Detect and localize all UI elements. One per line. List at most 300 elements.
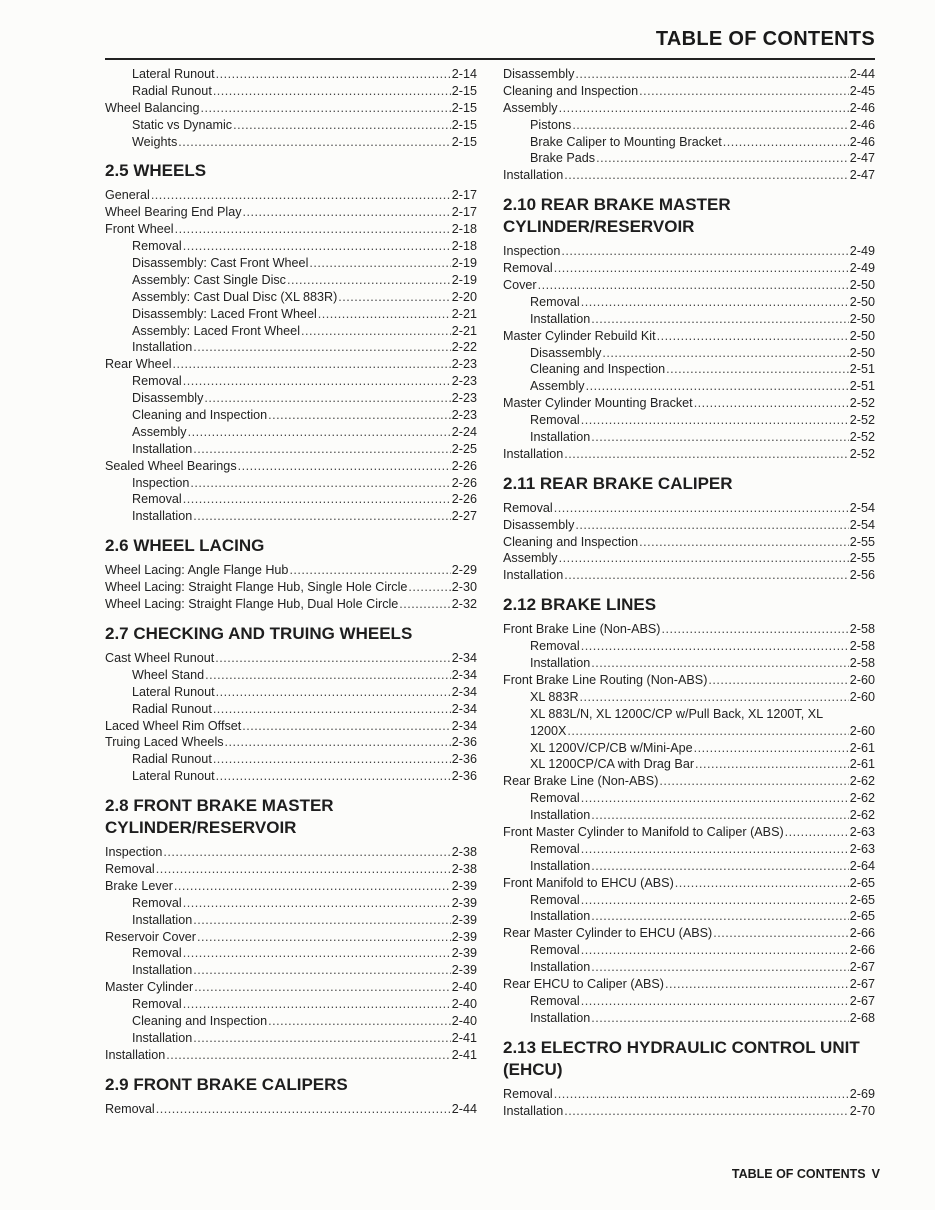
toc-page-number: 2-17 bbox=[451, 205, 477, 220]
toc-entry-title: Wheel Balancing bbox=[105, 100, 200, 115]
toc-entry-title: Removal bbox=[503, 261, 553, 276]
toc-entry[interactable] bbox=[503, 925, 875, 942]
toc-dot-leader bbox=[559, 550, 849, 567]
toc-page-number: 2-52 bbox=[849, 396, 875, 411]
toc-entry-title: Installation bbox=[132, 340, 193, 355]
toc-page-number: 2-19 bbox=[451, 256, 477, 271]
toc-entry-title: Lateral Runout bbox=[132, 684, 215, 699]
toc-entry-title: Removal bbox=[503, 500, 553, 515]
toc-dot-leader bbox=[591, 311, 849, 328]
toc-page-number: 2-21 bbox=[451, 306, 477, 321]
toc-dot-leader bbox=[572, 117, 848, 134]
page-footer bbox=[732, 1167, 880, 1181]
toc-entry[interactable] bbox=[105, 441, 477, 458]
toc-entry-title: Assembly bbox=[132, 424, 187, 439]
toc-entry[interactable] bbox=[105, 718, 477, 735]
toc-dot-leader bbox=[561, 243, 848, 260]
toc-entry[interactable] bbox=[503, 66, 875, 83]
toc-dot-leader bbox=[287, 272, 451, 289]
toc-dot-leader bbox=[194, 979, 451, 996]
toc-entry-title: Removal bbox=[530, 639, 580, 654]
toc-entry-title: Assembly: Laced Front Wheel bbox=[132, 323, 300, 338]
toc-entry[interactable] bbox=[105, 844, 477, 861]
toc-entry[interactable] bbox=[503, 243, 875, 260]
toc-page-number: 2-62 bbox=[849, 774, 875, 789]
toc-entry[interactable] bbox=[105, 861, 477, 878]
toc-dot-leader bbox=[151, 187, 451, 204]
toc-entry[interactable] bbox=[105, 701, 477, 718]
toc-page-number: 2-64 bbox=[849, 858, 875, 873]
toc-entry[interactable] bbox=[105, 373, 477, 390]
toc-entry[interactable] bbox=[105, 134, 477, 151]
toc-page-number: 2-18 bbox=[451, 239, 477, 254]
toc-page-number: 2-15 bbox=[451, 117, 477, 132]
toc-dot-leader bbox=[602, 345, 848, 362]
section-heading: 2.10 REAR BRAKE MASTER CYLINDER/RESERVOIR bbox=[503, 195, 731, 237]
toc-dot-leader bbox=[675, 875, 849, 892]
toc-page-number: 2-51 bbox=[849, 362, 875, 377]
toc-entry[interactable] bbox=[105, 1047, 477, 1064]
toc-page-number: 2-39 bbox=[451, 878, 477, 893]
toc-entry-title: Rear Wheel bbox=[105, 357, 172, 372]
toc-entry-title: Removal bbox=[132, 997, 182, 1012]
toc-entry[interactable] bbox=[105, 83, 477, 100]
toc-entry-title: Wheel Lacing: Angle Flange Hub bbox=[105, 563, 289, 578]
toc-page-number: 2-49 bbox=[849, 261, 875, 276]
toc-entry[interactable] bbox=[105, 204, 477, 221]
toc-left-column bbox=[105, 66, 477, 1118]
toc-entry-title: Disassembly: Laced Front Wheel bbox=[132, 306, 317, 321]
toc-entry-title: Cleaning and Inspection bbox=[132, 408, 268, 423]
toc-dot-leader bbox=[301, 323, 451, 340]
toc-entry[interactable] bbox=[105, 255, 477, 272]
toc-entry[interactable] bbox=[105, 562, 477, 579]
toc-page-number: 2-50 bbox=[849, 294, 875, 309]
toc-dot-leader bbox=[205, 667, 451, 684]
toc-entry[interactable] bbox=[503, 534, 875, 551]
toc-entry[interactable] bbox=[105, 221, 477, 238]
toc-dot-leader bbox=[190, 475, 450, 492]
toc-entry[interactable] bbox=[105, 945, 477, 962]
toc-page-number: 2-70 bbox=[849, 1103, 875, 1118]
toc-page-number: 2-38 bbox=[451, 861, 477, 876]
toc-dot-leader bbox=[695, 756, 849, 773]
toc-dot-leader bbox=[581, 892, 849, 909]
toc-dot-leader bbox=[581, 638, 849, 655]
toc-dot-leader bbox=[581, 294, 849, 311]
toc-page-number: 2-67 bbox=[849, 976, 875, 991]
toc-entry-title: Front Brake Line Routing (Non-ABS) bbox=[503, 672, 708, 687]
toc-page-number: 2-17 bbox=[451, 188, 477, 203]
toc-entry[interactable] bbox=[105, 424, 477, 441]
toc-entry-title: Removal bbox=[530, 413, 580, 428]
toc-entry[interactable] bbox=[503, 1103, 875, 1120]
toc-page-number: 2-58 bbox=[849, 639, 875, 654]
section-heading: 2.9 FRONT BRAKE CALIPERS bbox=[105, 1074, 348, 1094]
toc-page-number: 2-50 bbox=[849, 345, 875, 360]
toc-dot-leader bbox=[183, 895, 451, 912]
toc-entry[interactable] bbox=[503, 345, 875, 362]
toc-entry-title: Installation bbox=[530, 656, 591, 671]
toc-entry[interactable] bbox=[503, 500, 875, 517]
toc-dot-leader bbox=[174, 878, 451, 895]
toc-page-number: 2-34 bbox=[451, 667, 477, 682]
section-heading: 2.12 BRAKE LINES bbox=[503, 595, 657, 615]
toc-page-number: 2-26 bbox=[451, 475, 477, 490]
toc-page-number: 2-63 bbox=[849, 841, 875, 856]
toc-entry[interactable] bbox=[503, 311, 875, 328]
toc-dot-leader bbox=[318, 306, 451, 323]
toc-entry-title: Removal bbox=[530, 943, 580, 958]
toc-entry[interactable] bbox=[503, 740, 875, 757]
toc-dot-leader bbox=[538, 277, 849, 294]
toc-entry[interactable] bbox=[503, 328, 875, 345]
toc-entry[interactable] bbox=[503, 134, 875, 151]
toc-entry[interactable] bbox=[105, 929, 477, 946]
toc-dot-leader bbox=[183, 945, 451, 962]
toc-page-number: 2-30 bbox=[451, 580, 477, 595]
toc-page-number: 2-15 bbox=[451, 83, 477, 98]
toc-dot-leader bbox=[175, 221, 451, 238]
toc-entry[interactable] bbox=[503, 517, 875, 534]
toc-dot-leader bbox=[554, 500, 849, 517]
toc-entry[interactable] bbox=[105, 356, 477, 373]
toc-entry[interactable] bbox=[105, 768, 477, 785]
toc-page-number: 2-15 bbox=[451, 100, 477, 115]
toc-entry-title: Assembly: Cast Single Disc bbox=[132, 272, 286, 287]
toc-dot-leader bbox=[591, 655, 849, 672]
toc-page-number: 2-40 bbox=[451, 1013, 477, 1028]
toc-page-number: 2-41 bbox=[451, 1047, 477, 1062]
toc-entry-title: Removal bbox=[530, 892, 580, 907]
toc-dot-leader bbox=[243, 204, 451, 221]
toc-page-number: 2-56 bbox=[849, 568, 875, 583]
footer-label: TABLE OF CONTENTS bbox=[731, 1167, 866, 1181]
toc-entry[interactable] bbox=[503, 567, 875, 584]
section-heading: 2.8 FRONT BRAKE MASTER CYLINDER/RESERVOIR bbox=[105, 796, 334, 838]
toc-entry[interactable] bbox=[105, 1101, 477, 1118]
toc-page-number: 2-61 bbox=[849, 757, 875, 772]
toc-dot-leader bbox=[242, 718, 451, 735]
toc-page-number: 2-54 bbox=[849, 500, 875, 515]
toc-page-number: 2-40 bbox=[451, 997, 477, 1012]
toc-entry[interactable] bbox=[105, 650, 477, 667]
toc-entry[interactable] bbox=[105, 579, 477, 596]
toc-entry-title: Installation bbox=[530, 909, 591, 924]
toc-page-number: 2-39 bbox=[451, 912, 477, 927]
toc-page-number: 2-52 bbox=[849, 446, 875, 461]
toc-page-number: 2-60 bbox=[849, 689, 875, 704]
toc-entry-line bbox=[503, 706, 875, 723]
toc-entry[interactable] bbox=[503, 167, 875, 184]
toc-entry-title: Wheel Stand bbox=[132, 667, 205, 682]
toc-entry[interactable] bbox=[503, 655, 875, 672]
toc-entry-title: 1200X bbox=[530, 723, 567, 738]
toc-entry-title: Wheel Lacing: Straight Flange Hub, Dual Hole Circle bbox=[105, 597, 399, 612]
toc-entry-title: Installation bbox=[503, 1103, 564, 1118]
toc-page-number: 2-14 bbox=[451, 67, 477, 81]
toc-entry[interactable] bbox=[503, 294, 875, 311]
toc-entry[interactable] bbox=[503, 824, 875, 841]
toc-page-number: 2-15 bbox=[451, 134, 477, 149]
section-heading: 2.13 ELECTRO HYDRAULIC CONTROL UNIT (EHCU) bbox=[503, 1037, 860, 1079]
toc-page-number: 2-65 bbox=[849, 909, 875, 924]
toc-entry-title: Static vs Dynamic bbox=[132, 117, 233, 132]
toc-entry[interactable] bbox=[503, 550, 875, 567]
toc-entry[interactable] bbox=[503, 723, 875, 740]
toc-entry[interactable] bbox=[503, 412, 875, 429]
toc-dot-leader bbox=[213, 83, 451, 100]
toc-page-number: 2-39 bbox=[451, 963, 477, 978]
toc-entry[interactable] bbox=[105, 66, 477, 83]
toc-dot-leader bbox=[694, 740, 849, 757]
toc-entry[interactable] bbox=[105, 1030, 477, 1047]
toc-entry[interactable] bbox=[503, 756, 875, 773]
toc-dot-leader bbox=[591, 959, 849, 976]
toc-entry[interactable] bbox=[105, 962, 477, 979]
toc-entry[interactable] bbox=[105, 751, 477, 768]
toc-entry-title: Master Cylinder Mounting Bracket bbox=[503, 396, 693, 411]
toc-entry[interactable] bbox=[503, 858, 875, 875]
toc-entry[interactable] bbox=[503, 117, 875, 134]
toc-entry-title: Front Wheel bbox=[105, 222, 174, 237]
toc-page-number: 2-24 bbox=[451, 424, 477, 439]
toc-dot-leader bbox=[156, 861, 451, 878]
toc-dot-leader bbox=[268, 1013, 451, 1030]
toc-entry-title: Removal bbox=[105, 1101, 155, 1116]
toc-dot-leader bbox=[309, 255, 450, 272]
toc-entry[interactable] bbox=[503, 790, 875, 807]
toc-entry[interactable] bbox=[105, 667, 477, 684]
toc-entry[interactable] bbox=[503, 959, 875, 976]
toc-dot-leader bbox=[183, 491, 451, 508]
toc-page-number: 2-44 bbox=[451, 1101, 477, 1116]
toc-entry-title: Inspection bbox=[132, 475, 190, 490]
toc-entry[interactable] bbox=[105, 289, 477, 306]
toc-page-number: 2-40 bbox=[451, 980, 477, 995]
toc-entry[interactable] bbox=[105, 272, 477, 289]
toc-entry[interactable] bbox=[105, 508, 477, 525]
toc-page-number: 2-60 bbox=[849, 672, 875, 687]
toc-entry-title: Removal bbox=[132, 239, 182, 254]
toc-entry-title: Cleaning and Inspection bbox=[132, 1013, 268, 1028]
toc-page-number: 2-23 bbox=[451, 408, 477, 423]
toc-dot-leader bbox=[575, 517, 848, 534]
toc-page-number: 2-63 bbox=[849, 824, 875, 839]
toc-entry[interactable] bbox=[503, 446, 875, 463]
section-heading: 2.7 CHECKING AND TRUING WHEELS bbox=[105, 623, 413, 643]
toc-entry-title: Pistons bbox=[530, 117, 572, 132]
toc-dot-leader bbox=[586, 378, 849, 395]
toc-entry[interactable] bbox=[105, 996, 477, 1013]
toc-dot-leader bbox=[713, 925, 849, 942]
toc-page-number: 2-46 bbox=[849, 100, 875, 115]
toc-page-number: 2-50 bbox=[849, 311, 875, 326]
toc-entry[interactable] bbox=[503, 942, 875, 959]
toc-entry[interactable] bbox=[105, 491, 477, 508]
toc-dot-leader bbox=[193, 962, 451, 979]
toc-entry-title: Removal bbox=[132, 895, 182, 910]
toc-page-number: 2-32 bbox=[451, 597, 477, 612]
toc-entry[interactable] bbox=[503, 892, 875, 909]
toc-dot-leader bbox=[216, 768, 451, 785]
toc-entry-title: Rear Master Cylinder to EHCU (ABS) bbox=[503, 926, 713, 941]
toc-entry[interactable] bbox=[503, 908, 875, 925]
toc-entry[interactable] bbox=[503, 150, 875, 167]
toc-entry[interactable] bbox=[503, 1086, 875, 1103]
toc-entry-title: Removal bbox=[530, 993, 580, 1008]
toc-entry[interactable] bbox=[105, 979, 477, 996]
toc-page-number: 2-58 bbox=[849, 622, 875, 637]
toc-entry-title: Disassembly bbox=[503, 67, 575, 81]
toc-page-number: 2-39 bbox=[451, 895, 477, 910]
toc-entry[interactable] bbox=[105, 323, 477, 340]
toc-page-number: 2-54 bbox=[849, 517, 875, 532]
toc-entry-title: Installation bbox=[132, 963, 193, 978]
toc-page-number: 2-22 bbox=[451, 340, 477, 355]
toc-page-number: 2-65 bbox=[849, 875, 875, 890]
toc-entry-title: Radial Runout bbox=[132, 701, 212, 716]
toc-entry[interactable] bbox=[503, 773, 875, 790]
toc-dot-leader bbox=[559, 100, 849, 117]
toc-page-number: 2-18 bbox=[451, 222, 477, 237]
toc-entry[interactable] bbox=[503, 83, 875, 100]
toc-dot-leader bbox=[204, 390, 450, 407]
toc-entry[interactable] bbox=[105, 734, 477, 751]
toc-page-number: 2-21 bbox=[451, 323, 477, 338]
toc-entry[interactable] bbox=[105, 390, 477, 407]
toc-page-number: 2-44 bbox=[849, 67, 875, 81]
toc-entry-title: Removal bbox=[530, 791, 580, 806]
toc-entry[interactable] bbox=[503, 841, 875, 858]
section-heading: 2.6 WHEEL LACING bbox=[105, 536, 265, 556]
toc-entry[interactable] bbox=[105, 878, 477, 895]
toc-entry-title: Installation bbox=[530, 858, 591, 873]
toc-entry[interactable] bbox=[105, 895, 477, 912]
toc-dot-leader bbox=[193, 441, 451, 458]
toc-dot-leader bbox=[178, 134, 451, 151]
toc-entry-title: Rear EHCU to Caliper (ABS) bbox=[503, 976, 664, 991]
toc-entry[interactable] bbox=[503, 429, 875, 446]
toc-entry[interactable] bbox=[105, 339, 477, 356]
toc-entry[interactable] bbox=[503, 361, 875, 378]
toc-entry-title: Installation bbox=[132, 441, 193, 456]
toc-entry-title: Cleaning and Inspection bbox=[503, 83, 639, 98]
toc-entry[interactable] bbox=[105, 187, 477, 204]
toc-right-column bbox=[503, 66, 875, 1119]
toc-page-number: 2-26 bbox=[451, 458, 477, 473]
toc-entry-title: Lateral Runout bbox=[132, 769, 215, 784]
toc-entry-title: Truing Laced Wheels bbox=[105, 735, 224, 750]
toc-dot-leader bbox=[183, 238, 451, 255]
toc-dot-leader bbox=[575, 66, 848, 83]
toc-entry-title: Disassembly bbox=[132, 391, 204, 406]
toc-dot-leader bbox=[183, 996, 451, 1013]
toc-dot-leader bbox=[785, 824, 849, 841]
toc-entry-title: Assembly bbox=[530, 379, 585, 394]
toc-page-number: 2-34 bbox=[451, 650, 477, 665]
toc-entry-title: Installation bbox=[530, 1010, 591, 1025]
toc-entry[interactable] bbox=[503, 976, 875, 993]
toc-entry[interactable] bbox=[503, 621, 875, 638]
toc-entry[interactable] bbox=[105, 407, 477, 424]
section-heading: 2.11 REAR BRAKE CALIPER bbox=[503, 473, 733, 493]
toc-page-number: 2-41 bbox=[451, 1030, 477, 1045]
toc-page-number: 2-39 bbox=[451, 929, 477, 944]
toc-entry-title: Brake Lever bbox=[105, 878, 173, 893]
toc-entry-title: Rear Brake Line (Non-ABS) bbox=[503, 774, 659, 789]
toc-page-number: 2-61 bbox=[849, 740, 875, 755]
toc-entry-title: Installation bbox=[503, 446, 564, 461]
toc-dot-leader bbox=[193, 508, 451, 525]
toc-dot-leader bbox=[591, 908, 849, 925]
toc-entry[interactable] bbox=[105, 458, 477, 475]
toc-entry[interactable] bbox=[503, 875, 875, 892]
toc-dot-leader bbox=[213, 701, 451, 718]
toc-page-number: 2-52 bbox=[849, 413, 875, 428]
toc-entry[interactable] bbox=[105, 117, 477, 134]
toc-entry[interactable] bbox=[105, 684, 477, 701]
toc-page-number: 2-66 bbox=[849, 926, 875, 941]
toc-entry[interactable] bbox=[503, 100, 875, 117]
toc-page-number: 2-55 bbox=[849, 551, 875, 566]
toc-entry-title: Removal bbox=[530, 841, 580, 856]
toc-dot-leader bbox=[166, 1047, 451, 1064]
toc-dot-leader bbox=[694, 395, 849, 412]
toc-page-number: 2-52 bbox=[849, 430, 875, 445]
toc-entry[interactable] bbox=[503, 689, 875, 706]
toc-entry[interactable] bbox=[503, 260, 875, 277]
toc-entry[interactable] bbox=[105, 100, 477, 117]
toc-dot-leader bbox=[591, 858, 849, 875]
toc-entry-title: Installation bbox=[530, 960, 591, 975]
toc-page-number: 2-55 bbox=[849, 534, 875, 549]
toc-dot-leader bbox=[581, 993, 849, 1010]
toc-dot-leader bbox=[193, 1030, 451, 1047]
toc-dot-leader bbox=[591, 429, 849, 446]
toc-entry[interactable] bbox=[105, 475, 477, 492]
page-title: TABLE OF CONTENTS bbox=[655, 28, 875, 50]
toc-dot-leader bbox=[197, 929, 451, 946]
toc-dot-leader bbox=[193, 339, 451, 356]
toc-entry[interactable] bbox=[503, 1010, 875, 1027]
toc-entry[interactable] bbox=[105, 912, 477, 929]
toc-dot-leader bbox=[564, 446, 849, 463]
toc-entry-title: Removal bbox=[132, 374, 182, 389]
toc-entry[interactable] bbox=[105, 306, 477, 323]
toc-entry[interactable] bbox=[105, 596, 477, 613]
toc-entry[interactable] bbox=[503, 277, 875, 294]
toc-page-number: 2-49 bbox=[849, 244, 875, 259]
toc-entry[interactable] bbox=[503, 638, 875, 655]
toc-entry-title: Master Cylinder bbox=[105, 980, 194, 995]
toc-page-number: 2-39 bbox=[451, 946, 477, 961]
toc-entry-title: Installation bbox=[132, 509, 193, 524]
toc-entry-title: Installation bbox=[503, 168, 564, 183]
toc-entry[interactable] bbox=[503, 672, 875, 689]
toc-entry[interactable] bbox=[503, 993, 875, 1010]
toc-entry-title: Disassembly bbox=[503, 517, 575, 532]
toc-entry[interactable] bbox=[503, 378, 875, 395]
toc-entry[interactable] bbox=[503, 395, 875, 412]
toc-page-number: 2-65 bbox=[849, 892, 875, 907]
toc-dot-leader bbox=[581, 942, 849, 959]
toc-dot-leader bbox=[564, 167, 849, 184]
toc-entry[interactable] bbox=[105, 1013, 477, 1030]
toc-entry-title: Sealed Wheel Bearings bbox=[105, 458, 237, 473]
toc-entry[interactable] bbox=[503, 807, 875, 824]
toc-entry[interactable] bbox=[105, 238, 477, 255]
